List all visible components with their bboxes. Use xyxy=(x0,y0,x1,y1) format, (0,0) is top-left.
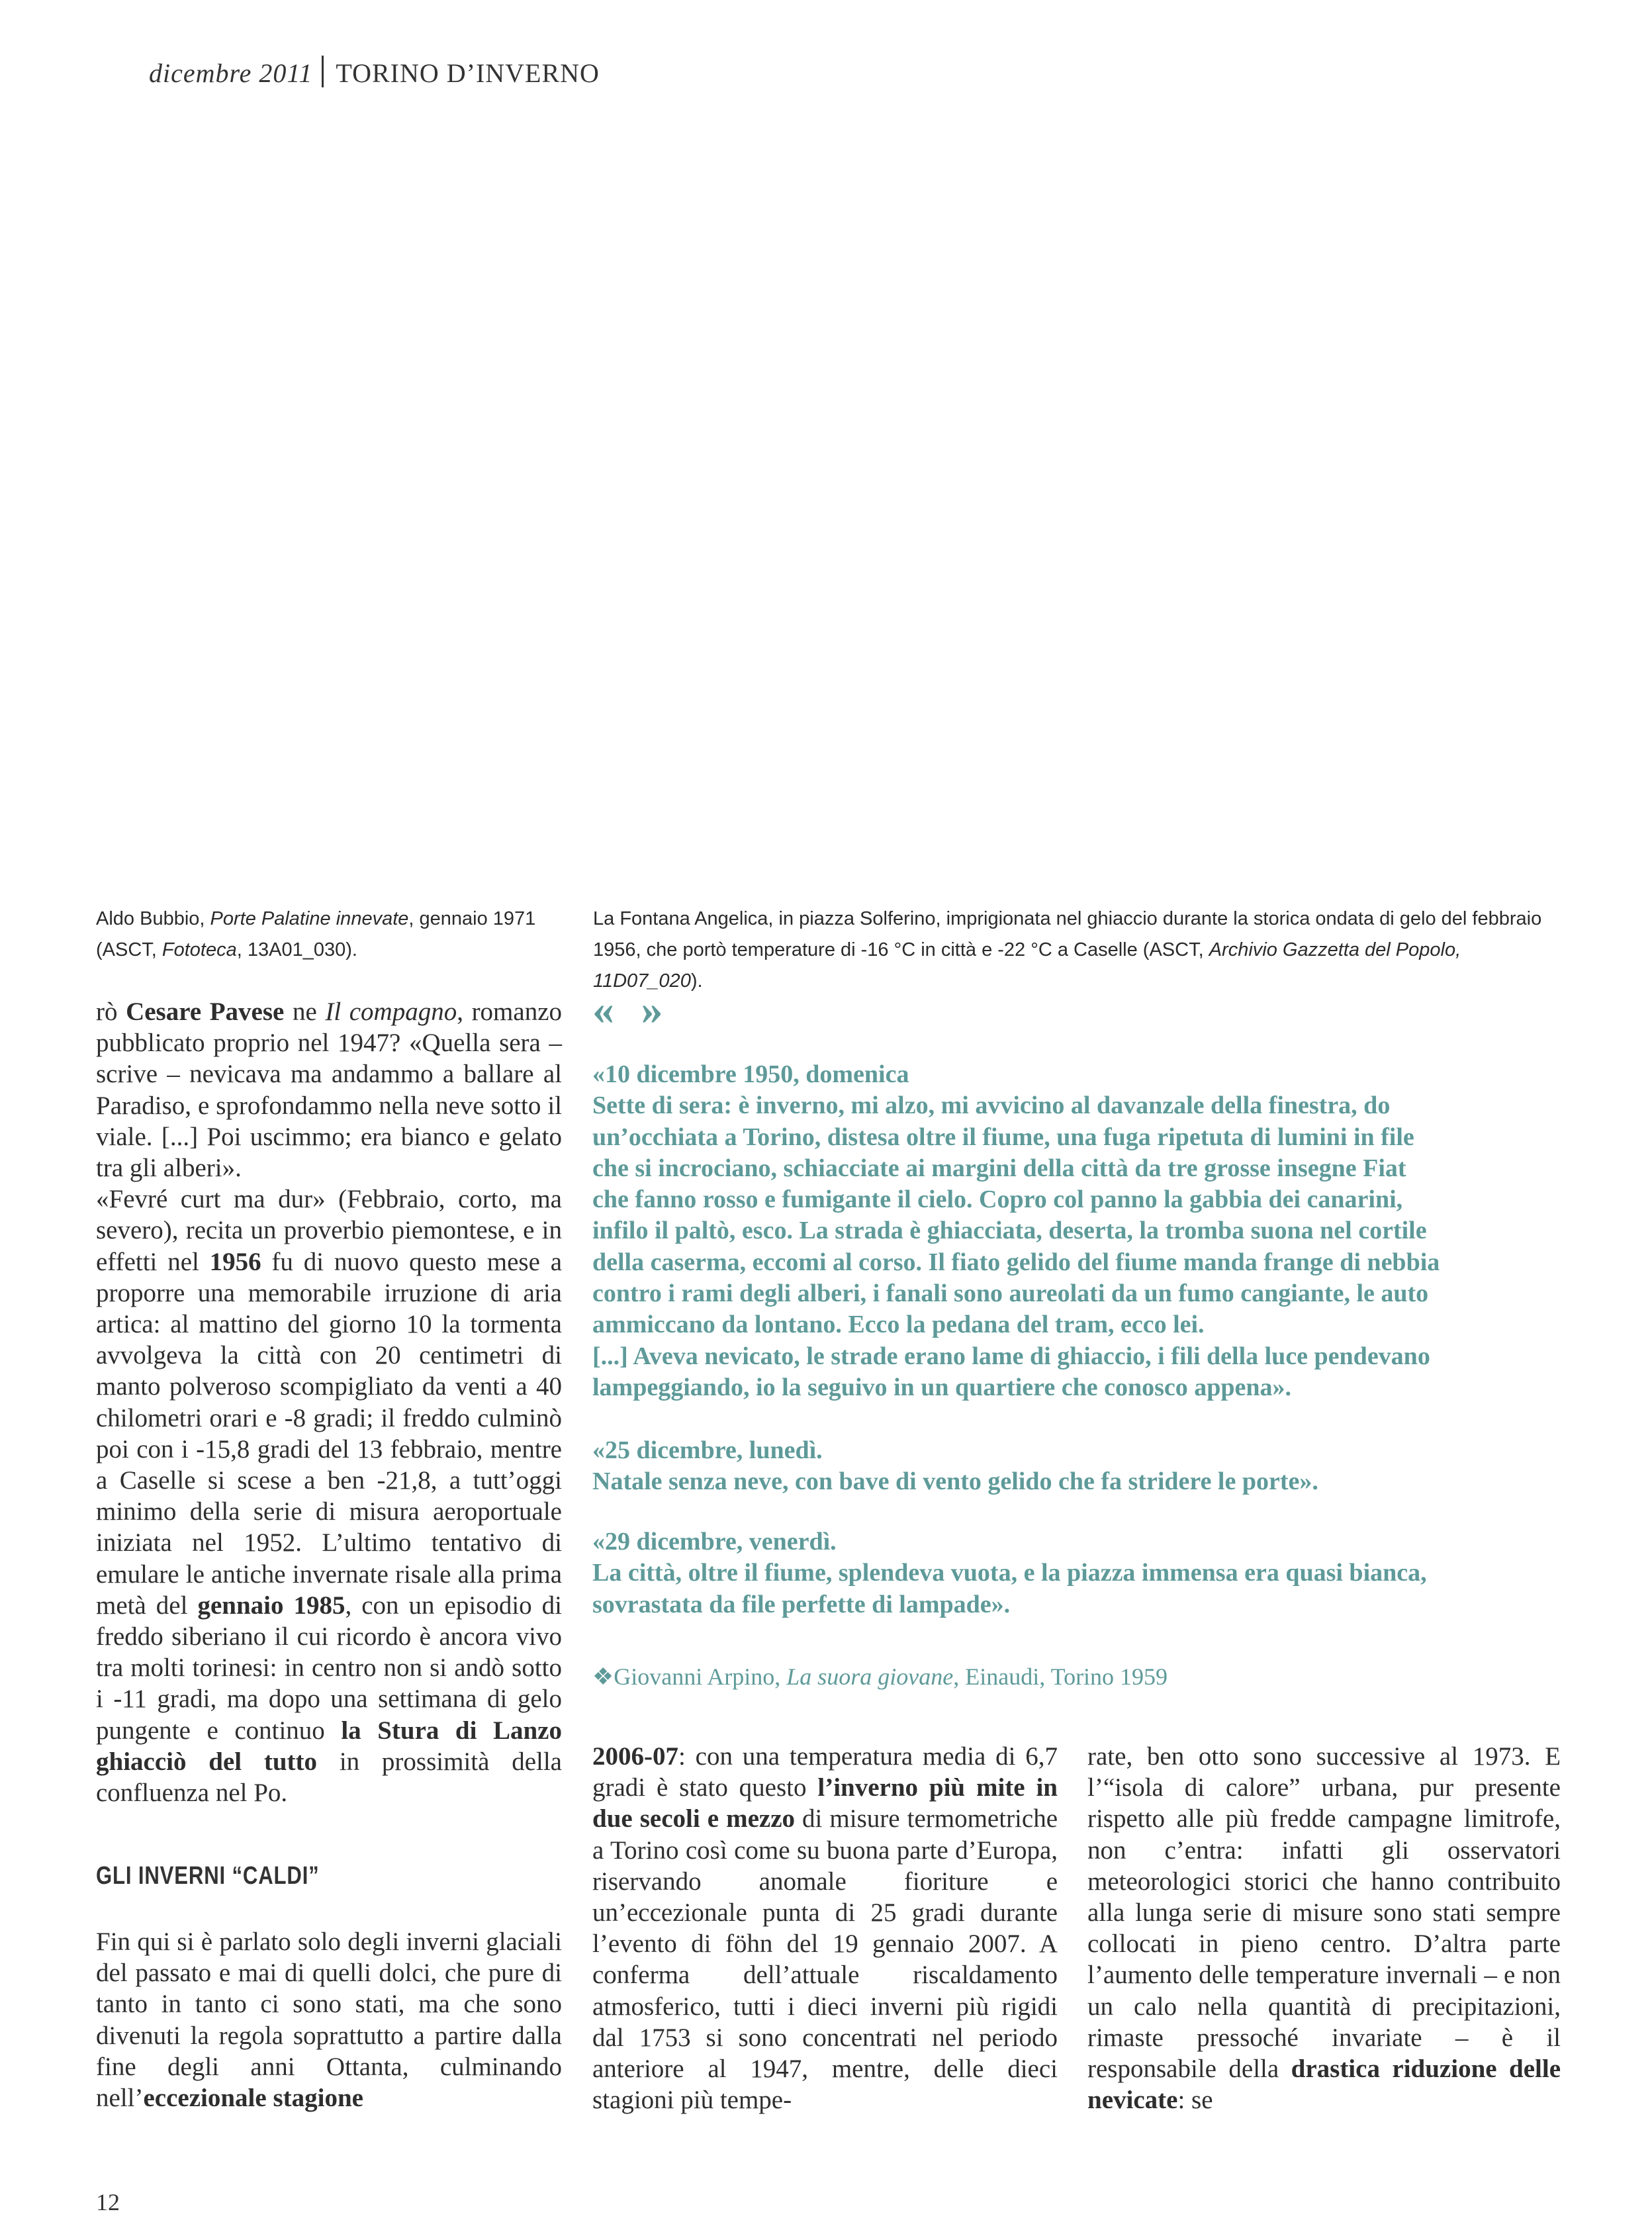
diary-quote-2 xyxy=(592,1435,1565,1498)
caption-reference: ). xyxy=(690,970,703,992)
text-run: fu di nuovo questo mese a proporre una memorabile irruzione di aria artica: al mattino del giorno 10 la tormenta avvolgeva la città con 20 centimetri di manto polveroso scompigliato da venti a 40 chilometri orari e -8 gradi; il freddo culminò poi con i -15,8 gradi del 13 febbraio, mentre a Caselle si scese a ben -21,8, a tutt’oggi minimo della serie di misura aeroportuale iniziata nel 1952. L’ultimo tentativo di emulare le antiche invernate risale alla prima metà del xyxy=(96,1247,562,1620)
header-date: dicembre 2011 xyxy=(149,58,313,88)
bold-run: gennaio 1985 xyxy=(197,1591,345,1620)
quote-line: contro i rami degli alberi, i fanali sono aureolati da un fumo cangiante, le auto xyxy=(592,1279,1429,1308)
caption-author: Aldo Bubbio, xyxy=(96,908,210,929)
paragraph xyxy=(96,996,562,1184)
caption-text: La Fontana Angelica, in piazza Solferino, imprigionata nel ghiaccio durante la storica ondata di gelo del febbraio 1956, che portò temperature di -16 °C in città e -22 °C a Caselle (ASCT, xyxy=(593,908,1542,960)
middle-column-text xyxy=(592,1741,1058,2115)
bold-run: la Stura di Lanzo ghiacciò del tutto xyxy=(96,1716,562,1776)
text-run: di misure termometriche a Torino così come su buona parte d’Europa, riservando anomale fioriture e un’eccezionale punta di 25 gradi durante l’evento di föhn del 19 gennaio 2007. A conferma dell’attuale riscaldamento atmosferico, tutti i dieci inverni più rigidi dal 1753 si sono concentrati nel periodo anteriore al 1947, mentre, delle dieci stagioni più tempe- xyxy=(592,1804,1058,2115)
left-column-text-2 xyxy=(96,1926,562,2114)
text-run: «Fevré curt ma dur» (Febbraio, corto, ma severo), recita un proverbio piemontese, e in effetti nel xyxy=(96,1185,562,1276)
text-run: rate, ben otto sono successive al 1973. E l’“isola di calore” urbana, pur presente rispetto alle più fredde campagne limitrofe, non c’entra: infatti gli osservatori meteorologici storici che hanno contribuito alla lunga serie di misure sono stati sempre collocati in pieno centro. D’altra parte l’aumento delle temperature invernali – e non un calo nella quantità di precipitazioni, rimaste pressoché invariate – è il responsabile della xyxy=(1087,1742,1561,2084)
quote-marks-icon: « » xyxy=(592,986,671,1034)
text-run: , romanzo pubblicato proprio nel 1947? «Quella sera – scrive – nevicava ma andammo a ballare al Paradiso, e sprofondammo nella neve sotto il viale. [...] Poi uscimmo; era bianco e gelato tra gli alberi». xyxy=(96,998,563,1183)
italic-run: Il compagno xyxy=(325,998,457,1026)
bold-run: 2006-07 xyxy=(592,1742,678,1771)
caption-archive: Archivio Gazzetta del Popolo, 11D07_020 xyxy=(593,939,1461,992)
quote-line: un’occhiata a Torino, distesa oltre il fiume, una fuga ripetuta di lumini in file xyxy=(592,1123,1414,1151)
quote-line: lampeggiando, io la seguivo in un quartiere che conosco appena». xyxy=(592,1373,1292,1401)
source-author: ❖Giovanni Arpino, xyxy=(592,1663,787,1690)
quote-source xyxy=(592,1661,1168,1692)
header-divider xyxy=(322,56,324,87)
quote-line: che si incrociano, schiacciate ai margini della città da tre grosse insegne Fiat xyxy=(592,1154,1406,1182)
quote-line: ammiccano da lontano. Ecco la pedana del tram, ecco lei. xyxy=(592,1311,1205,1339)
source-publisher: , Einaudi, Torino 1959 xyxy=(953,1663,1168,1690)
header-title: TORINO D’INVERNO xyxy=(336,58,600,88)
quote-line: infilo il paltò, esco. La strada è ghiacciata, deserta, la tromba suona nel cortile xyxy=(592,1217,1427,1245)
bold-run: drastica riduzione delle nevicate xyxy=(1087,2055,1561,2115)
right-column-text xyxy=(1087,1741,1561,2115)
caption-archive: Fototeca xyxy=(161,939,237,960)
bold-run: Cesare Pavese xyxy=(126,998,285,1026)
section-heading: GLI INVERNI “CALDI” xyxy=(96,1862,320,1890)
bold-run: eccezionale stagione xyxy=(143,2084,363,2113)
text-run: rò xyxy=(96,998,126,1026)
quote-line: sovrastata da file perfette di lampade». xyxy=(592,1590,1011,1618)
caption-work-title: Porte Palatine innevate xyxy=(210,908,409,929)
source-work-title: La suora giovane xyxy=(786,1663,954,1690)
paragraph xyxy=(96,1926,562,2114)
caption-reference: , 13A01_030). xyxy=(236,939,357,960)
bold-run: 1956 xyxy=(209,1247,261,1276)
diary-quote-3 xyxy=(592,1526,1565,1620)
running-header xyxy=(149,56,600,89)
paragraph xyxy=(1087,1741,1561,2115)
paragraph xyxy=(96,1184,562,1808)
paragraph xyxy=(592,1741,1058,2115)
caption-text: , gennaio 1971 (ASCT, xyxy=(96,908,536,960)
left-column-text xyxy=(96,996,562,1808)
text-run: ne xyxy=(284,998,326,1026)
photo-caption-right xyxy=(593,904,1566,997)
quote-line: «25 dicembre, lunedì. xyxy=(592,1436,823,1464)
page-number: 12 xyxy=(96,2189,120,2215)
quote-line: Natale senza neve, con bave di vento gelido che fa stridere le porte». xyxy=(592,1467,1318,1496)
quote-line: della caserma, eccomi al corso. Il fiato gelido del fiume manda frange di nebbia xyxy=(592,1248,1440,1276)
quote-line: «10 dicembre 1950, domenica xyxy=(592,1060,909,1088)
photo-caption-left xyxy=(96,904,553,966)
quote-line: Sette di sera: è inverno, mi alzo, mi avvicino al davanzale della finestra, do xyxy=(592,1092,1391,1120)
quote-line: [...] Aveva nevicato, le strade erano lame di ghiaccio, i fili della luce pendevano xyxy=(592,1342,1430,1370)
quote-line: che fanno rosso e fumigante il cielo. Copro col panno la gabbia dei canarini, xyxy=(592,1185,1403,1214)
text-run: Fin qui si è parlato solo degli inverni glaciali del passato e mai di quelli dolci, che pure di tanto in tanto ci sono stati, ma che sono divenuti la regola soprattutto a partire dalla fine degli anni Ottanta, culminando nell’ xyxy=(96,1928,562,2113)
text-run: , con un episodio di freddo siberiano il cui ricordo è ancora vivo tra molti torinesi: in centro non si andò sotto i -11 gradi, ma dopo una settimana di gelo pungente e continuo xyxy=(96,1591,563,1745)
quote-line: «29 dicembre, venerdì. xyxy=(592,1528,837,1556)
text-run: in prossimità della confluenza nel Po. xyxy=(96,1747,562,1808)
text-run: : se xyxy=(1177,2086,1213,2115)
text-run: : con una temperatura media di 6,7 gradi è stato questo xyxy=(592,1742,1058,1802)
bold-run: l’inverno più mite in due secoli e mezzo xyxy=(592,1773,1058,1834)
quote-line: La città, oltre il fiume, splendeva vuota, e la piazza immensa era quasi bianca, xyxy=(592,1559,1427,1587)
diary-quote-1 xyxy=(592,1059,1565,1403)
